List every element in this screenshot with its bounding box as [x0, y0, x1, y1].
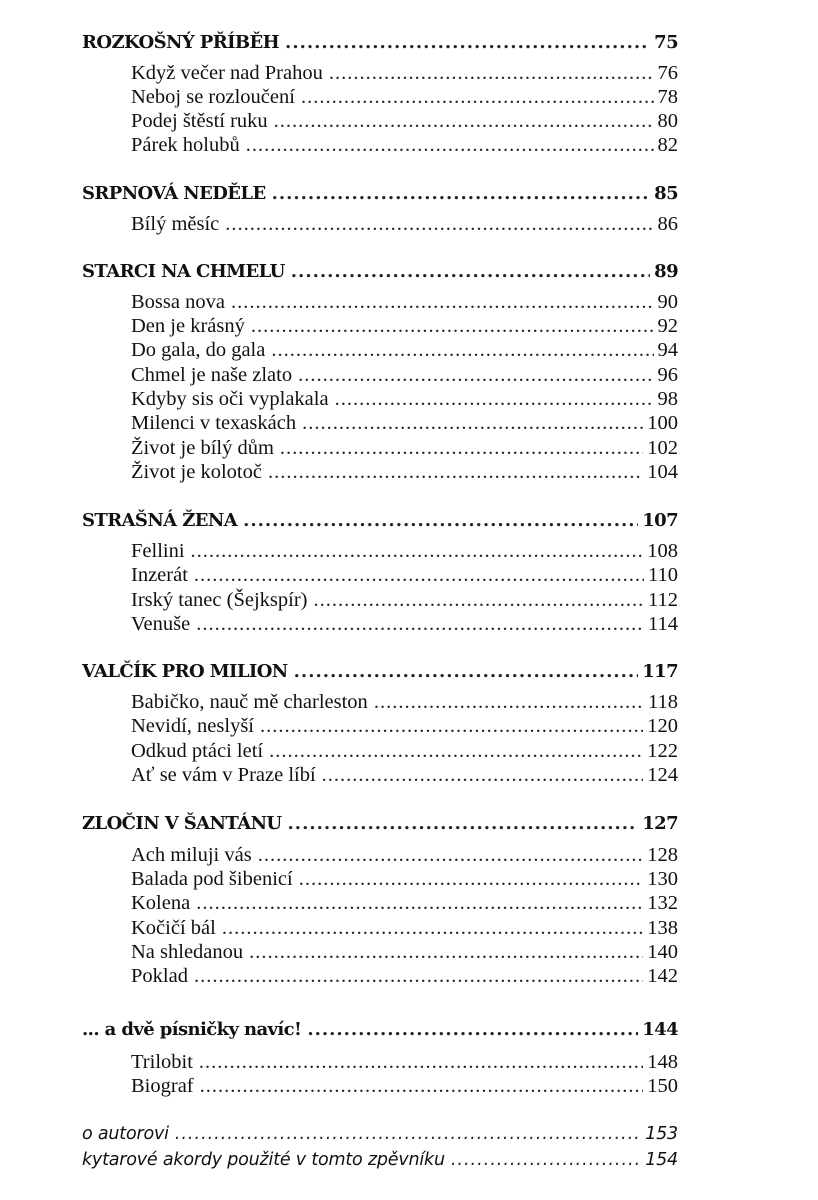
entry-title: Kolena — [131, 892, 191, 914]
page-number: 127 — [642, 813, 678, 834]
toc-entry[interactable] — [131, 1074, 678, 1098]
page-number: 85 — [654, 183, 678, 204]
entry-title: Nevidí, neslyší — [131, 715, 254, 737]
toc-appendix-entry[interactable] — [82, 1148, 678, 1172]
toc-entry[interactable] — [131, 916, 678, 940]
dot-leader — [194, 964, 643, 988]
page-number: 130 — [647, 868, 678, 890]
toc-section-heading[interactable] — [82, 660, 678, 684]
dot-leader — [258, 843, 644, 867]
entry-title: Na shledanou — [131, 941, 244, 963]
entry-title: Odkud ptáci letí — [131, 740, 264, 762]
page-number: 122 — [647, 740, 678, 762]
page-number: 124 — [647, 764, 678, 786]
section-title: ZLOČIN V ŠANTÁNU — [82, 813, 282, 834]
page-number: 102 — [647, 437, 678, 459]
page-number: 153 — [645, 1124, 678, 1144]
entry-title: Život je kolotoč — [131, 461, 262, 483]
entry-title: Kdyby sis oči vyplakala — [131, 388, 329, 410]
dot-leader — [271, 338, 653, 362]
entry-title: Venuše — [131, 613, 191, 635]
page-number: 117 — [642, 661, 678, 682]
entry-title: Trilobit — [131, 1051, 193, 1073]
dot-leader — [196, 891, 643, 915]
dot-leader — [191, 539, 644, 563]
section-title: STARCI NA CHMELU — [82, 261, 285, 282]
entry-title: kytarové akordy použité v tomto zpěvníku — [82, 1150, 445, 1170]
toc-entry[interactable] — [131, 133, 678, 157]
page-number: 142 — [647, 965, 678, 987]
toc-entry[interactable] — [131, 891, 678, 915]
toc-entry[interactable] — [131, 460, 678, 484]
toc-entry[interactable] — [131, 363, 678, 387]
toc-entry[interactable] — [131, 690, 678, 714]
dot-leader — [246, 133, 654, 157]
entry-title: Život je bílý dům — [131, 437, 274, 459]
toc-entry[interactable] — [131, 338, 678, 362]
toc-entry[interactable] — [131, 739, 678, 763]
page-number: 110 — [648, 564, 678, 586]
entry-title: Bílý měsíc — [131, 213, 220, 235]
page-number: 144 — [642, 1019, 678, 1040]
dot-leader — [231, 290, 654, 314]
page-number: 118 — [648, 691, 678, 713]
page-number: 107 — [642, 510, 678, 531]
toc-entry[interactable] — [131, 85, 678, 109]
page-number: 90 — [657, 291, 678, 313]
toc-appendix-entry[interactable] — [82, 1122, 678, 1146]
entry-title: Balada pod šibenicí — [131, 868, 293, 890]
toc-section-heading[interactable] — [82, 812, 678, 836]
toc-entry[interactable] — [131, 411, 678, 435]
page-number: 78 — [657, 86, 678, 108]
entry-title: Podej štěstí ruku — [131, 110, 268, 132]
entry-title: Den je krásný — [131, 315, 245, 337]
dot-leader — [299, 867, 644, 891]
toc-entry[interactable] — [131, 714, 678, 738]
entry-title: Chmel je naše zlato — [131, 364, 293, 386]
toc-entry[interactable] — [131, 387, 678, 411]
section-title: ... a dvě písničky navíc! — [82, 1019, 302, 1040]
entry-title: Do gala, do gala — [131, 339, 266, 361]
entry-title: Irský tanec (Šejkspír) — [131, 589, 308, 611]
dot-leader — [260, 714, 643, 738]
dot-leader — [272, 182, 651, 206]
page-number: 154 — [645, 1150, 678, 1170]
dot-leader — [269, 739, 643, 763]
entry-title: Poklad — [131, 965, 188, 987]
page-number: 138 — [647, 917, 678, 939]
section-title: VALČÍK PRO MILION — [82, 661, 288, 682]
section-title: SRPNOVÁ NEDĚLE — [82, 183, 266, 204]
toc-section-heading[interactable] — [82, 31, 678, 55]
dot-leader — [322, 763, 644, 787]
toc-entry[interactable] — [131, 212, 678, 236]
dot-leader — [274, 109, 654, 133]
section-title: ROZKOŠNÝ PŘÍBĚH — [82, 32, 280, 53]
toc-entry[interactable] — [131, 940, 678, 964]
dot-leader — [243, 509, 638, 533]
dot-leader — [329, 61, 654, 85]
toc-section-heading[interactable] — [82, 260, 678, 284]
entry-title: Ať se vám v Praze líbí — [131, 764, 316, 786]
page-number: 92 — [657, 315, 678, 337]
dot-leader — [302, 411, 643, 435]
dot-leader — [451, 1148, 641, 1172]
dot-leader — [249, 940, 643, 964]
dot-leader — [251, 314, 654, 338]
dot-leader — [194, 563, 644, 587]
toc-entry[interactable] — [131, 109, 678, 133]
dot-leader — [175, 1122, 641, 1146]
dot-leader — [196, 612, 644, 636]
page-number: 150 — [647, 1075, 678, 1097]
page-number: 132 — [647, 892, 678, 914]
toc-entry[interactable] — [131, 563, 678, 587]
page-number: 104 — [647, 461, 678, 483]
dot-leader — [294, 660, 639, 684]
toc-entry[interactable] — [131, 763, 678, 787]
entry-title: Biograf — [131, 1075, 194, 1097]
page-number: 148 — [647, 1051, 678, 1073]
toc-entry[interactable] — [131, 436, 678, 460]
entry-title: Bossa nova — [131, 291, 225, 313]
page-number: 140 — [647, 941, 678, 963]
dot-leader — [285, 31, 650, 55]
section-title: STRAŠNÁ ŽENA — [82, 510, 238, 531]
page-number: 76 — [657, 62, 678, 84]
toc-section-heading[interactable] — [82, 182, 678, 206]
page-number: 98 — [657, 388, 678, 410]
toc-entry[interactable] — [131, 588, 678, 612]
dot-leader — [298, 363, 653, 387]
page-number: 89 — [654, 261, 678, 282]
entry-title: Babičko, nauč mě charleston — [131, 691, 368, 713]
page-number: 96 — [657, 364, 678, 386]
entry-title: Fellini — [131, 540, 185, 562]
dot-leader — [199, 1050, 643, 1074]
dot-leader — [222, 916, 643, 940]
page-number: 94 — [657, 339, 678, 361]
dot-leader — [313, 588, 644, 612]
entry-title: Inzerát — [131, 564, 188, 586]
entry-title: Ach miluji vás — [131, 844, 252, 866]
entry-title: Kočičí bál — [131, 917, 216, 939]
toc-entry[interactable] — [131, 867, 678, 891]
page-number: 80 — [657, 110, 678, 132]
entry-title: Neboj se rozloučení — [131, 86, 295, 108]
dot-leader — [200, 1074, 644, 1098]
dot-leader — [288, 812, 639, 836]
page-number: 82 — [657, 134, 678, 156]
page-number: 75 — [654, 32, 678, 53]
entry-title: Milenci v texaskách — [131, 412, 297, 434]
page-number: 114 — [648, 613, 678, 635]
toc-entry[interactable] — [131, 612, 678, 636]
toc-entry[interactable] — [131, 314, 678, 338]
dot-leader — [374, 690, 644, 714]
dot-leader — [307, 1018, 638, 1042]
page-number: 120 — [647, 715, 678, 737]
toc-section-heading[interactable] — [82, 1018, 678, 1042]
entry-title: Párek holubů — [131, 134, 240, 156]
dot-leader — [280, 436, 643, 460]
toc-entry[interactable] — [131, 539, 678, 563]
dot-leader — [225, 212, 653, 236]
toc-entry[interactable] — [131, 61, 678, 85]
entry-title: Když večer nad Prahou — [131, 62, 323, 84]
dot-leader — [301, 85, 654, 109]
page-number: 100 — [647, 412, 678, 434]
entry-title: o autorovi — [82, 1124, 169, 1144]
page-number: 128 — [647, 844, 678, 866]
toc-entry[interactable] — [131, 964, 678, 988]
toc-entry[interactable] — [131, 843, 678, 867]
page-number: 108 — [647, 540, 678, 562]
dot-leader — [335, 387, 654, 411]
page-number: 86 — [657, 213, 678, 235]
toc-section-heading[interactable] — [82, 509, 678, 533]
toc-entry[interactable] — [131, 1050, 678, 1074]
page-number: 112 — [648, 589, 678, 611]
dot-leader — [268, 460, 643, 484]
toc-entry[interactable] — [131, 290, 678, 314]
dot-leader — [291, 260, 650, 284]
